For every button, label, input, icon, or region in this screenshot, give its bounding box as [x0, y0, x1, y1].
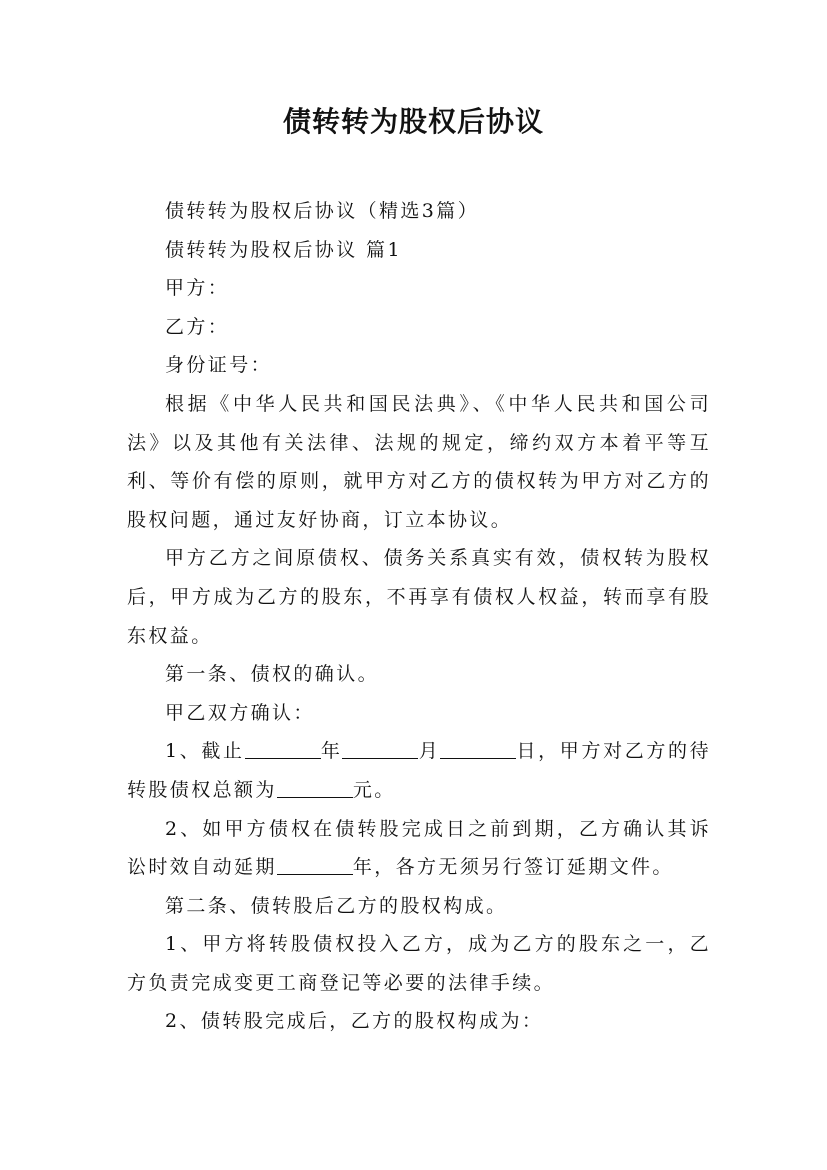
paragraph-article-1: 第一条、债权的确认。 — [165, 663, 380, 686]
paragraph-party-a: 甲方： — [165, 277, 230, 300]
text-segment: 月 — [418, 740, 441, 763]
text-segment: 年 — [320, 740, 343, 763]
blank-line-years — [277, 855, 353, 875]
paragraph-id-number: 身份证号： — [165, 354, 273, 377]
text-segment: 年，各方无须另行签订延期文件。 — [352, 856, 674, 879]
paragraph-subtitle: 债转转为股权后协议（精选3篇） — [165, 200, 480, 222]
document-body — [127, 192, 711, 1041]
paragraph-article-2: 第二条、债转股后乙方的股权构成。 — [165, 894, 508, 917]
blank-line-amount — [277, 778, 353, 798]
paragraph-confirmation: 甲乙双方确认： — [165, 701, 315, 724]
paragraph-clause-1-1 — [127, 732, 711, 809]
blank-line-month — [342, 739, 418, 759]
document-title: 债转转为股权后协议 — [282, 105, 544, 138]
blank-line-year — [245, 739, 321, 759]
paragraph-clause-2-2: 2、债转股完成后，乙方的股权构成为： — [165, 1010, 544, 1033]
text-segment: 1、截止 — [165, 740, 245, 763]
paragraph-part-heading: 债转转为股权后协议 篇1 — [165, 238, 402, 261]
text-segment: 元。 — [352, 778, 396, 801]
text-segment: 2、如甲方债权在债转股完成日之前到期，乙方确认其诉讼时效自动延期 — [127, 817, 711, 879]
paragraph-clause-1-2 — [127, 810, 711, 887]
paragraph-legal-basis: 根据《中华人民共和国民法典》、《中华人民共和国公司法》以及其他有关法律、法规的规定，缔约双方本着平等互利、等价有偿的原则，就甲方对乙方的债权转为甲方对乙方的股权问题，通过友好协商，订立本协议。 — [127, 392, 711, 531]
paragraph-relationship: 甲方乙方之间原债权、债务关系真实有效，债权转为股权后，甲方成为乙方的股东，不再享有债权人权益，转而享有股东权益。 — [127, 547, 711, 647]
blank-line-day — [440, 739, 516, 759]
text-segment: 日，甲方对乙方的待转股债权总额为 — [127, 740, 711, 801]
paragraph-party-b: 乙方： — [165, 315, 230, 338]
paragraph-clause-2-1: 1、甲方将转股债权投入乙方，成为乙方的股东之一，乙方负责完成变更工商登记等必要的法律手续。 — [127, 933, 711, 994]
